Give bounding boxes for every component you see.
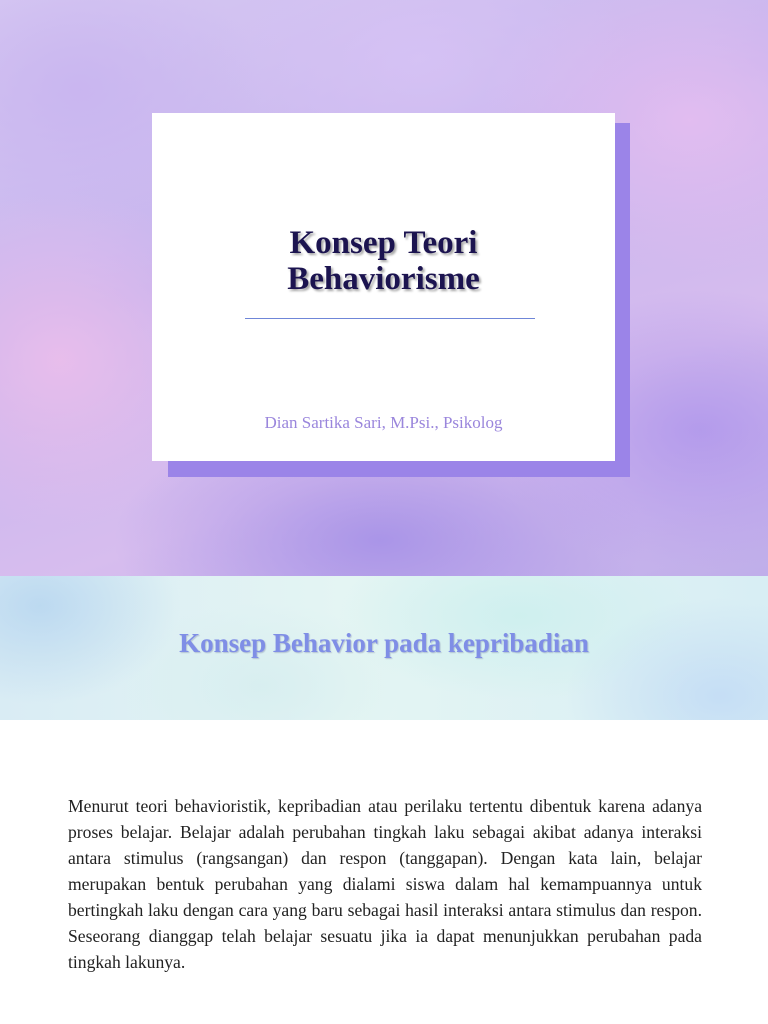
section-title: Konsep Behavior pada kepribadian bbox=[179, 628, 589, 658]
slide-title bbox=[152, 225, 615, 297]
slide-title-line-2: Behaviorisme bbox=[287, 261, 480, 297]
section-header bbox=[0, 576, 768, 720]
slide-title-line-1: Konsep Teori bbox=[289, 225, 478, 261]
title-divider bbox=[245, 318, 535, 319]
title-card bbox=[152, 113, 615, 461]
body-paragraph: Menurut teori behavioristik, kepribadian atau perilaku tertentu dibentuk karena adanya proses belajar. Belajar adalah perubahan tingkah laku sebagai akibat adanya interaksi antara stimulus (rangsangan) dan respon (tanggapan). Dengan kata lain, belajar merupakan bentuk perubahan yang dialami siswa dalam hal kemampuannya untuk bertingkah laku dengan cara yang baru sebagai hasil interaksi antara stimulus dan respon. Seseorang dianggap telah belajar sesuatu jika ia dapat menunjukkan perubahan pada tingkah lakunya. bbox=[68, 796, 702, 972]
author-name: Dian Sartika Sari, M.Psi., Psikolog bbox=[264, 413, 503, 432]
